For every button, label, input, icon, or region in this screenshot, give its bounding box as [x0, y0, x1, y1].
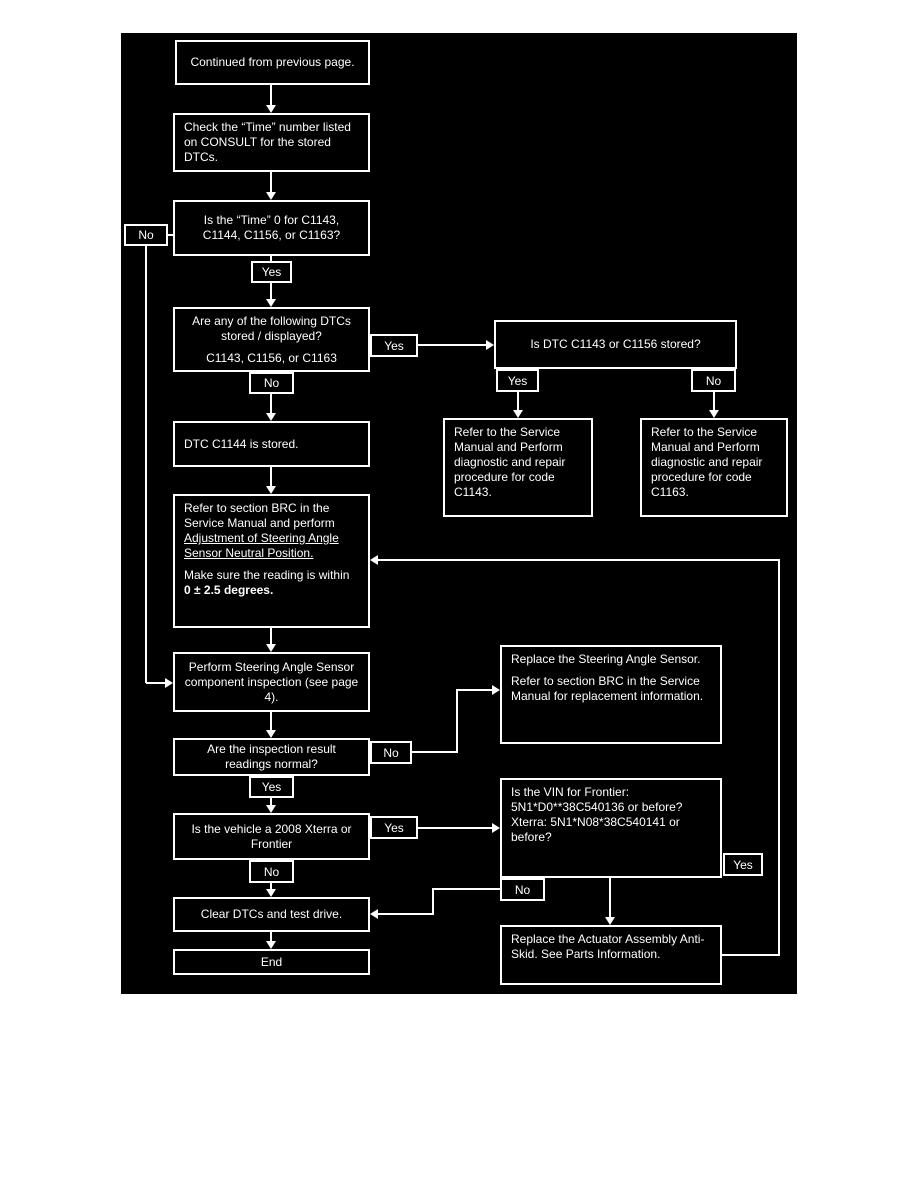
- flow-line-actuator-right: [722, 954, 780, 956]
- adjustment-bold-text: 0 ± 2.5 degrees.: [184, 583, 274, 597]
- arrow-down-icon: [266, 105, 276, 113]
- flow-line-vin-yes-to-actuator: [609, 878, 611, 918]
- adjustment-intro-text: [184, 501, 359, 561]
- flow-line-no-into-inspection: [146, 682, 166, 684]
- no-label-vehicle-2008: No: [249, 860, 294, 883]
- flow-line-vin-no-down: [432, 888, 434, 915]
- arrow-left-icon: [370, 555, 378, 565]
- node-repair-c1163: Refer to the Service Manual and Perform diagnostic and repair procedure for code C1163.: [640, 418, 788, 517]
- flow-line-check-to-timezero: [270, 172, 272, 194]
- node-check-time-number: Check the “Time” number listed on CONSULT for the stored DTCs.: [173, 113, 370, 172]
- dtcs-question-text: Are any of the following DTCs stored / displayed?: [192, 313, 351, 343]
- flow-line-no-into-replace-sensor: [456, 689, 492, 691]
- node-clear-dtcs: Clear DTCs and test drive.: [173, 897, 370, 932]
- flow-line-adjustment-to-inspection: [270, 628, 272, 645]
- flow-line-yes-to-c1143-decision: [418, 344, 486, 346]
- flow-line-vin-no-into-clear: [378, 913, 434, 915]
- flow-line-no-right: [412, 751, 458, 753]
- yes-label-inspection-normal: Yes: [249, 776, 294, 798]
- node-replace-steering-angle-sensor: [500, 645, 722, 744]
- arrow-right-icon: [492, 823, 500, 833]
- flow-line-yes-to-vin: [418, 827, 492, 829]
- flow-line-c1144-to-adjustment: [270, 467, 272, 487]
- adjustment-underlined-text: Adjustment of Steering Angle Sensor Neutral Position.: [184, 531, 339, 560]
- adjustment-line2-span: Make sure the reading is within: [184, 568, 350, 582]
- arrow-down-icon: [513, 410, 523, 418]
- decision-dtcs-stored-displayed: [173, 307, 370, 372]
- arrow-down-icon: [266, 413, 276, 421]
- no-label-c1143-stored: No: [691, 369, 736, 392]
- no-label-time-zero: No: [124, 224, 168, 246]
- arrow-down-icon: [266, 889, 276, 897]
- node-replace-actuator-assembly: Replace the Actuator Assembly Anti-Skid. See Parts Information.: [500, 925, 722, 985]
- node-end: End: [173, 949, 370, 975]
- node-adjustment-procedure: [173, 494, 370, 628]
- replace-sensor-line1: Replace the Steering Angle Sensor.: [511, 652, 701, 666]
- no-label-inspection-normal: No: [370, 741, 412, 764]
- dtcs-codes-text: C1143, C1156, or C1163: [206, 350, 337, 365]
- flow-line-continued-to-check: [270, 85, 272, 107]
- arrow-right-icon: [486, 340, 494, 350]
- yes-label-vehicle-2008: Yes: [370, 816, 418, 839]
- decision-c1143-or-c1156: Is DTC C1143 or C1156 stored?: [494, 320, 737, 369]
- yes-label-vin-range: Yes: [723, 853, 763, 876]
- flow-line-timezero-to-no: [168, 234, 173, 236]
- flow-line-no-to-c1144: [270, 394, 272, 414]
- no-label-vin-range: No: [500, 878, 545, 901]
- adjustment-intro-span: Refer to section BRC in the Service Manual and perform: [184, 501, 335, 530]
- node-repair-c1143: Refer to the Service Manual and Perform diagnostic and repair procedure for code C1143.: [443, 418, 593, 517]
- decision-vehicle-2008: Is the vehicle a 2008 Xterra or Frontier: [173, 813, 370, 860]
- arrow-down-icon: [266, 730, 276, 738]
- replace-sensor-line2: Refer to section BRC in the Service Manual for replacement information.: [511, 674, 704, 703]
- flow-line-return-up: [778, 559, 780, 956]
- arrow-down-icon: [266, 805, 276, 813]
- arrow-down-icon: [266, 192, 276, 200]
- flow-line-no-to-repair-c1163: [713, 392, 715, 411]
- arrow-down-icon: [709, 410, 719, 418]
- adjustment-reading-text: [184, 568, 359, 598]
- node-continued-from-previous-page: Continued from previous page.: [175, 40, 370, 85]
- flow-line-inspection-to-normal: [270, 712, 272, 731]
- flow-line-no-down-long: [145, 246, 147, 683]
- no-label-dtcs-displayed: No: [249, 372, 294, 394]
- flow-line-vin-no-left: [432, 888, 500, 890]
- arrow-down-icon: [266, 299, 276, 307]
- arrow-down-icon: [605, 917, 615, 925]
- yes-label-dtcs-displayed: Yes: [370, 334, 418, 357]
- yes-label-c1143-stored: Yes: [496, 369, 539, 392]
- flow-line-no-up: [456, 689, 458, 753]
- arrow-right-icon: [165, 678, 173, 688]
- decision-vin-range: Is the VIN for Frontier: 5N1*D0**38C540136 or before? Xterra: 5N1*N08*38C540141 or before?: [500, 778, 722, 878]
- decision-time-zero: Is the “Time” 0 for C1143, C1144, C1156, or C1163?: [173, 200, 370, 256]
- arrow-down-icon: [266, 644, 276, 652]
- flow-line-yes-to-repair-c1143: [517, 392, 519, 411]
- flow-line-return-into-adjustment: [378, 559, 780, 561]
- flow-line-timezero-to-yes: [270, 256, 272, 261]
- arrow-down-icon: [266, 941, 276, 949]
- decision-inspection-normal: Are the inspection result readings normal?: [173, 738, 370, 776]
- arrow-right-icon: [492, 685, 500, 695]
- arrow-down-icon: [266, 486, 276, 494]
- yes-label-time-zero: Yes: [251, 261, 292, 283]
- node-dtc-c1144-stored: DTC C1144 is stored.: [173, 421, 370, 467]
- arrow-left-icon: [370, 909, 378, 919]
- node-component-inspection: Perform Steering Angle Sensor component inspection (see page 4).: [173, 652, 370, 712]
